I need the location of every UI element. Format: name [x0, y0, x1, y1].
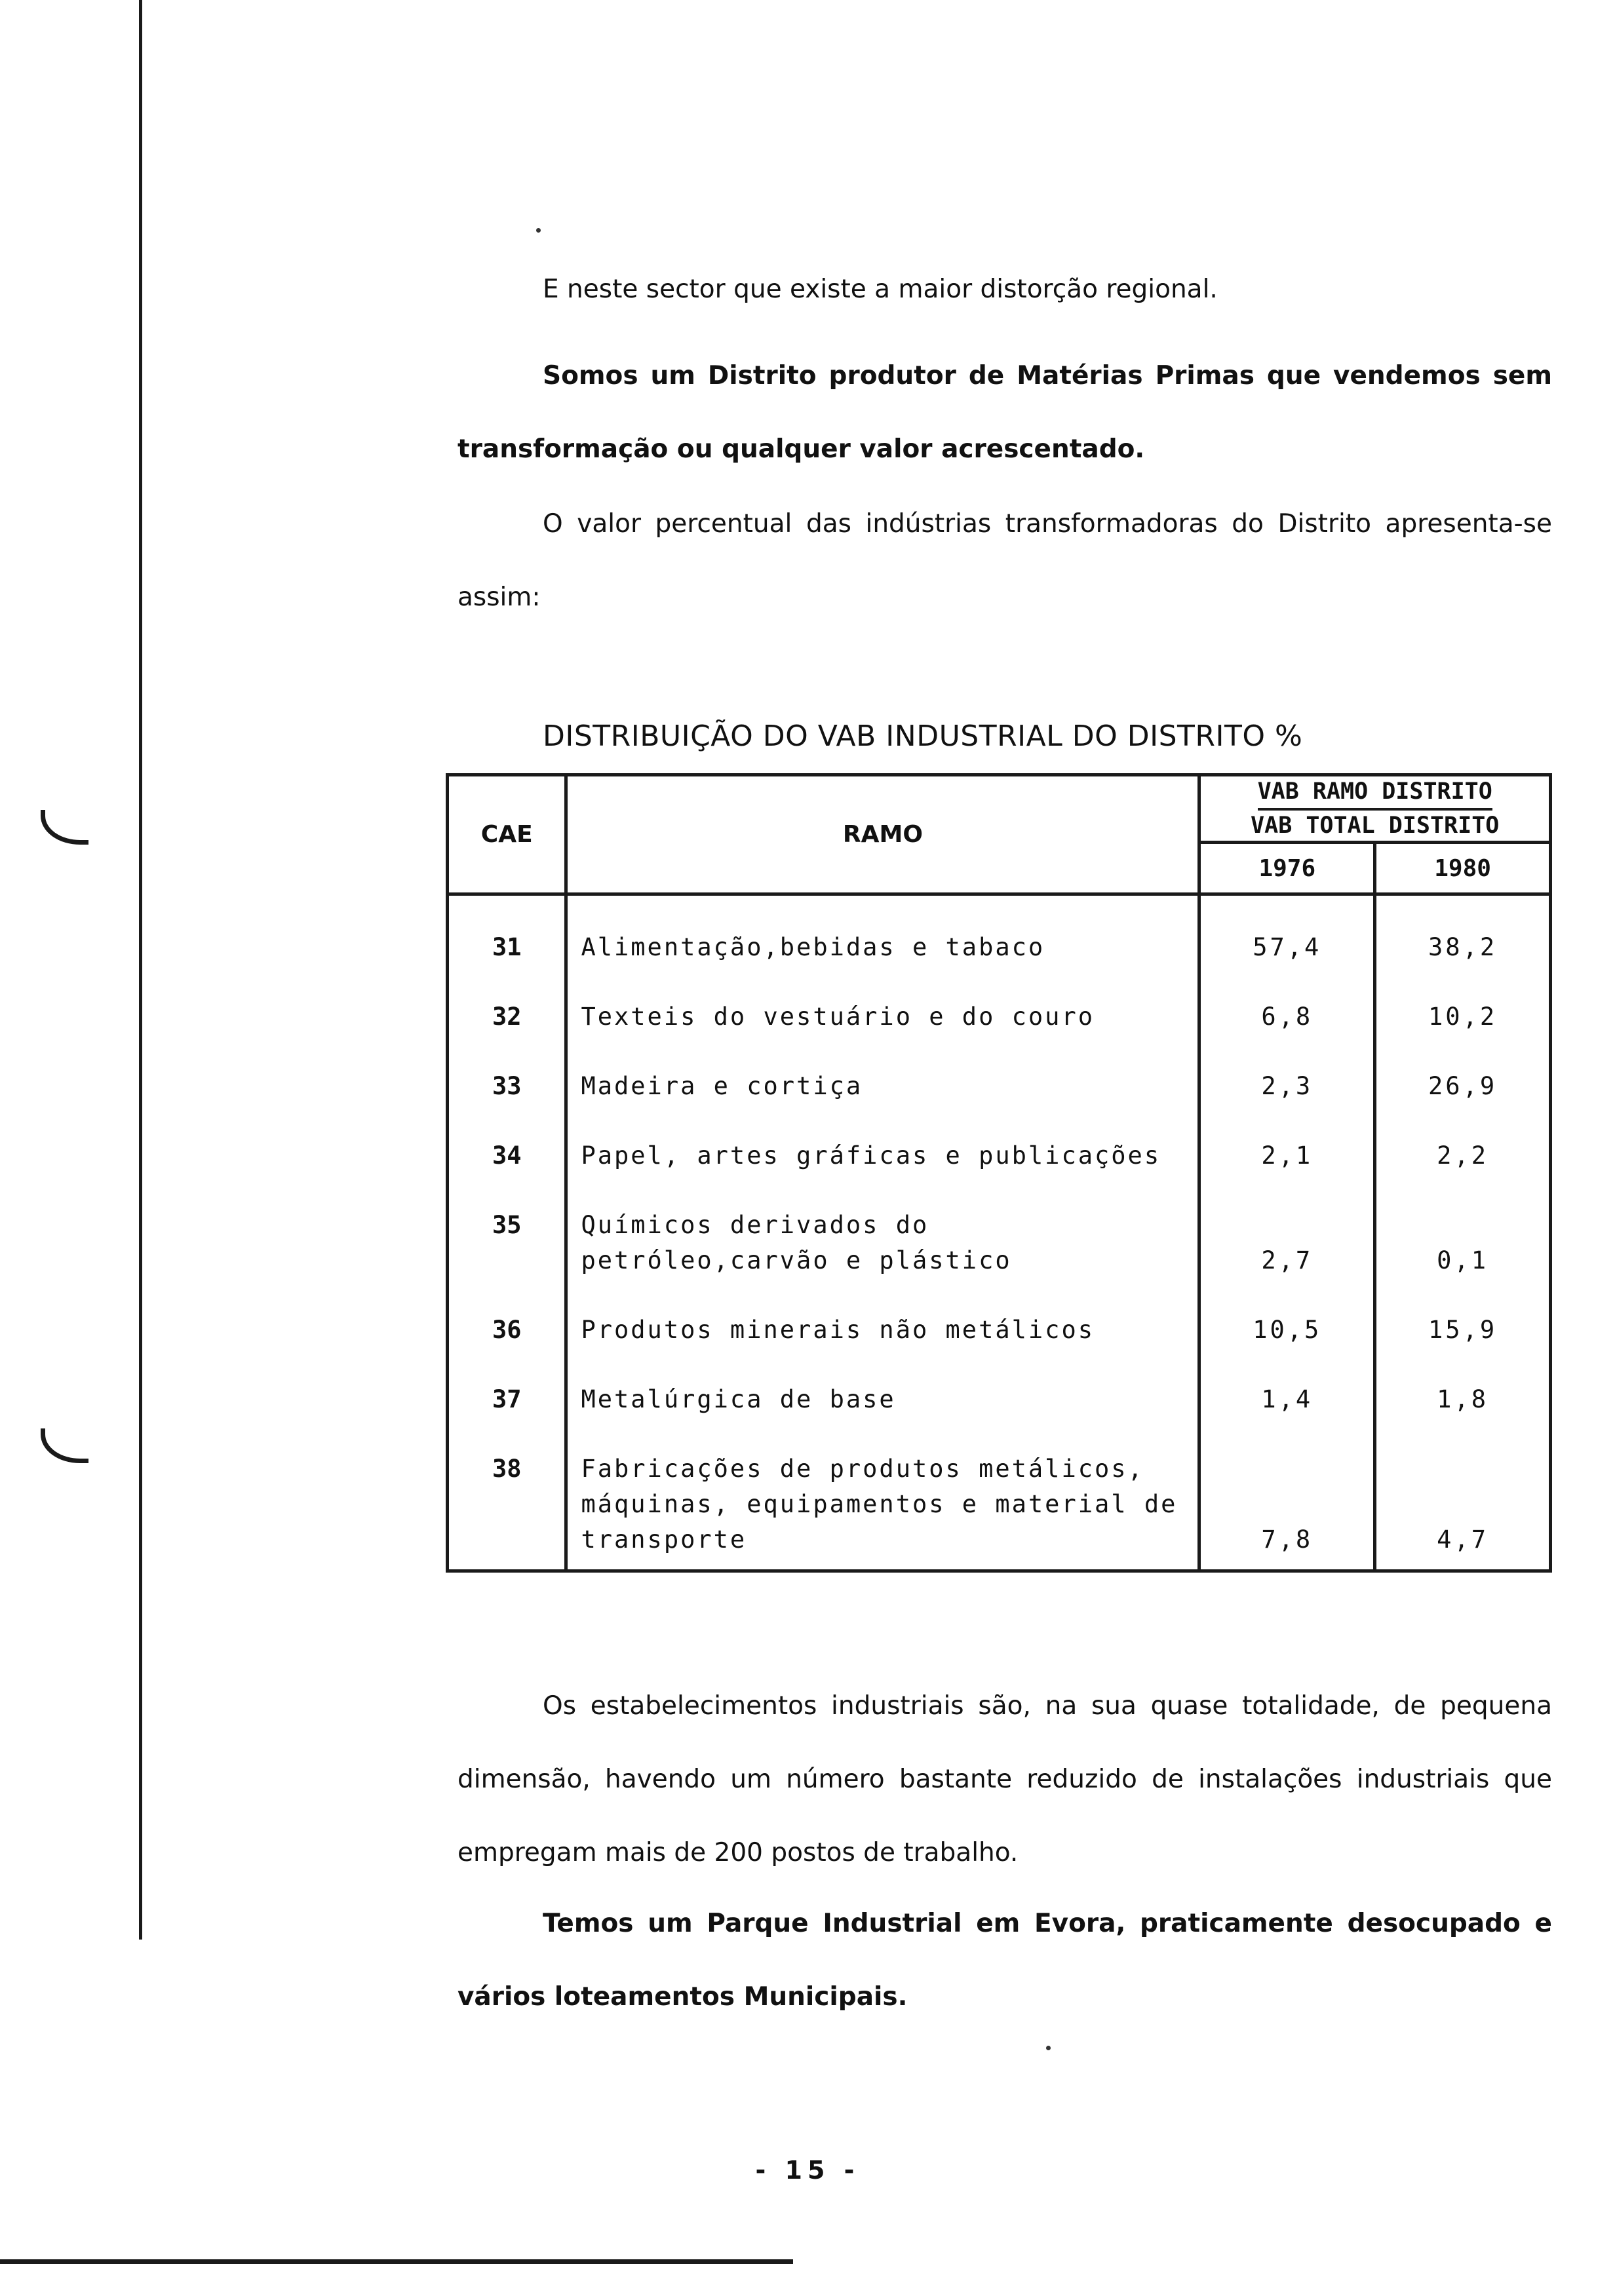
- table-row: [448, 1052, 1551, 1121]
- header-ratio: [1199, 775, 1551, 843]
- speck-mark: [536, 228, 541, 233]
- table-row: [448, 1191, 1551, 1295]
- table-row: [448, 982, 1551, 1052]
- paragraph-materias-primas: Somos um Distrito produtor de Matérias Primas que vendemos sem transformação ou qualquer valor acrescentado.: [457, 361, 1552, 464]
- binder-hook-mark: [41, 810, 88, 845]
- table-row: [448, 1365, 1551, 1434]
- cell-ramo: Alimentação,bebidas e tabaco: [566, 894, 1199, 983]
- table-row: [448, 1295, 1551, 1365]
- cell-1980: 10,2: [1375, 982, 1551, 1052]
- cell-1976: 2,3: [1199, 1052, 1375, 1121]
- left-margin-line: [139, 0, 142, 1940]
- cell-cae: 34: [448, 1121, 566, 1191]
- cell-1976: 6,8: [1199, 982, 1375, 1052]
- vab-table: [446, 773, 1552, 1573]
- paragraph-sector: E neste sector que existe a maior distorção regional.: [543, 275, 1218, 304]
- bottom-rule: [0, 2259, 793, 2264]
- header-year-1976: 1976: [1199, 843, 1375, 894]
- cell-cae: 31: [448, 894, 566, 983]
- cell-ramo: Químicos derivados do petróleo,carvão e plástico: [566, 1191, 1199, 1295]
- cell-cae: 32: [448, 982, 566, 1052]
- binder-hook-mark: [41, 1428, 88, 1463]
- cell-cae: 36: [448, 1295, 566, 1365]
- cell-1980: 2,2: [1375, 1121, 1551, 1191]
- cell-1976: 7,8: [1199, 1434, 1375, 1571]
- cell-cae: 33: [448, 1052, 566, 1121]
- table-title: DISTRIBUIÇÃO DO VAB INDUSTRIAL DO DISTRITO %: [543, 719, 1303, 753]
- cell-1980: 26,9: [1375, 1052, 1551, 1121]
- paragraph-valor-percentual: O valor percentual das indústrias transformadoras do Distrito apresenta-se assim:: [457, 509, 1552, 612]
- table-row: [448, 894, 1551, 983]
- cell-ramo: Madeira e cortiça: [566, 1052, 1199, 1121]
- cell-ramo: Papel, artes gráficas e publicações: [566, 1121, 1199, 1191]
- header-year-1980: 1980: [1375, 843, 1551, 894]
- cell-1980: 38,2: [1375, 894, 1551, 983]
- paragraph-estabelecimentos: Os estabelecimentos industriais são, na sua quase totalidade, de pequena dimensão, havendo um número bastante reduzido de instalações industriais que empregam mais de 200 postos de trabalho.: [457, 1691, 1552, 1867]
- cell-ramo: Produtos minerais não metálicos: [566, 1295, 1199, 1365]
- cell-ramo: Metalúrgica de base: [566, 1365, 1199, 1434]
- paragraph-parque-industrial: Temos um Parque Industrial em Evora, praticamente desocupado e vários loteamentos Municipais.: [457, 1909, 1552, 2012]
- cell-cae: 38: [448, 1434, 566, 1571]
- header-ratio-denominator: VAB TOTAL DISTRITO: [1251, 813, 1500, 839]
- page-number: - 15 -: [755, 2156, 860, 2185]
- cell-1976: 57,4: [1199, 894, 1375, 983]
- speck-mark: [1046, 2046, 1051, 2050]
- cell-cae: 37: [448, 1365, 566, 1434]
- cell-1976: 1,4: [1199, 1365, 1375, 1434]
- cell-ramo: Texteis do vestuário e do couro: [566, 982, 1199, 1052]
- cell-1980: 0,1: [1375, 1191, 1551, 1295]
- header-cae: CAE: [448, 775, 566, 894]
- cell-cae: 35: [448, 1191, 566, 1295]
- header-ratio-numerator: VAB RAMO DISTRITO: [1258, 776, 1492, 811]
- table-row: [448, 1434, 1551, 1571]
- table-row: [448, 1121, 1551, 1191]
- cell-1976: 10,5: [1199, 1295, 1375, 1365]
- cell-1976: 2,1: [1199, 1121, 1375, 1191]
- cell-1980: 4,7: [1375, 1434, 1551, 1571]
- cell-1980: 1,8: [1375, 1365, 1551, 1434]
- cell-1976: 2,7: [1199, 1191, 1375, 1295]
- cell-ramo: Fabricações de produtos metálicos, máquinas, equipamentos e material de transporte: [566, 1434, 1199, 1571]
- header-ramo: RAMO: [566, 775, 1199, 894]
- cell-1980: 15,9: [1375, 1295, 1551, 1365]
